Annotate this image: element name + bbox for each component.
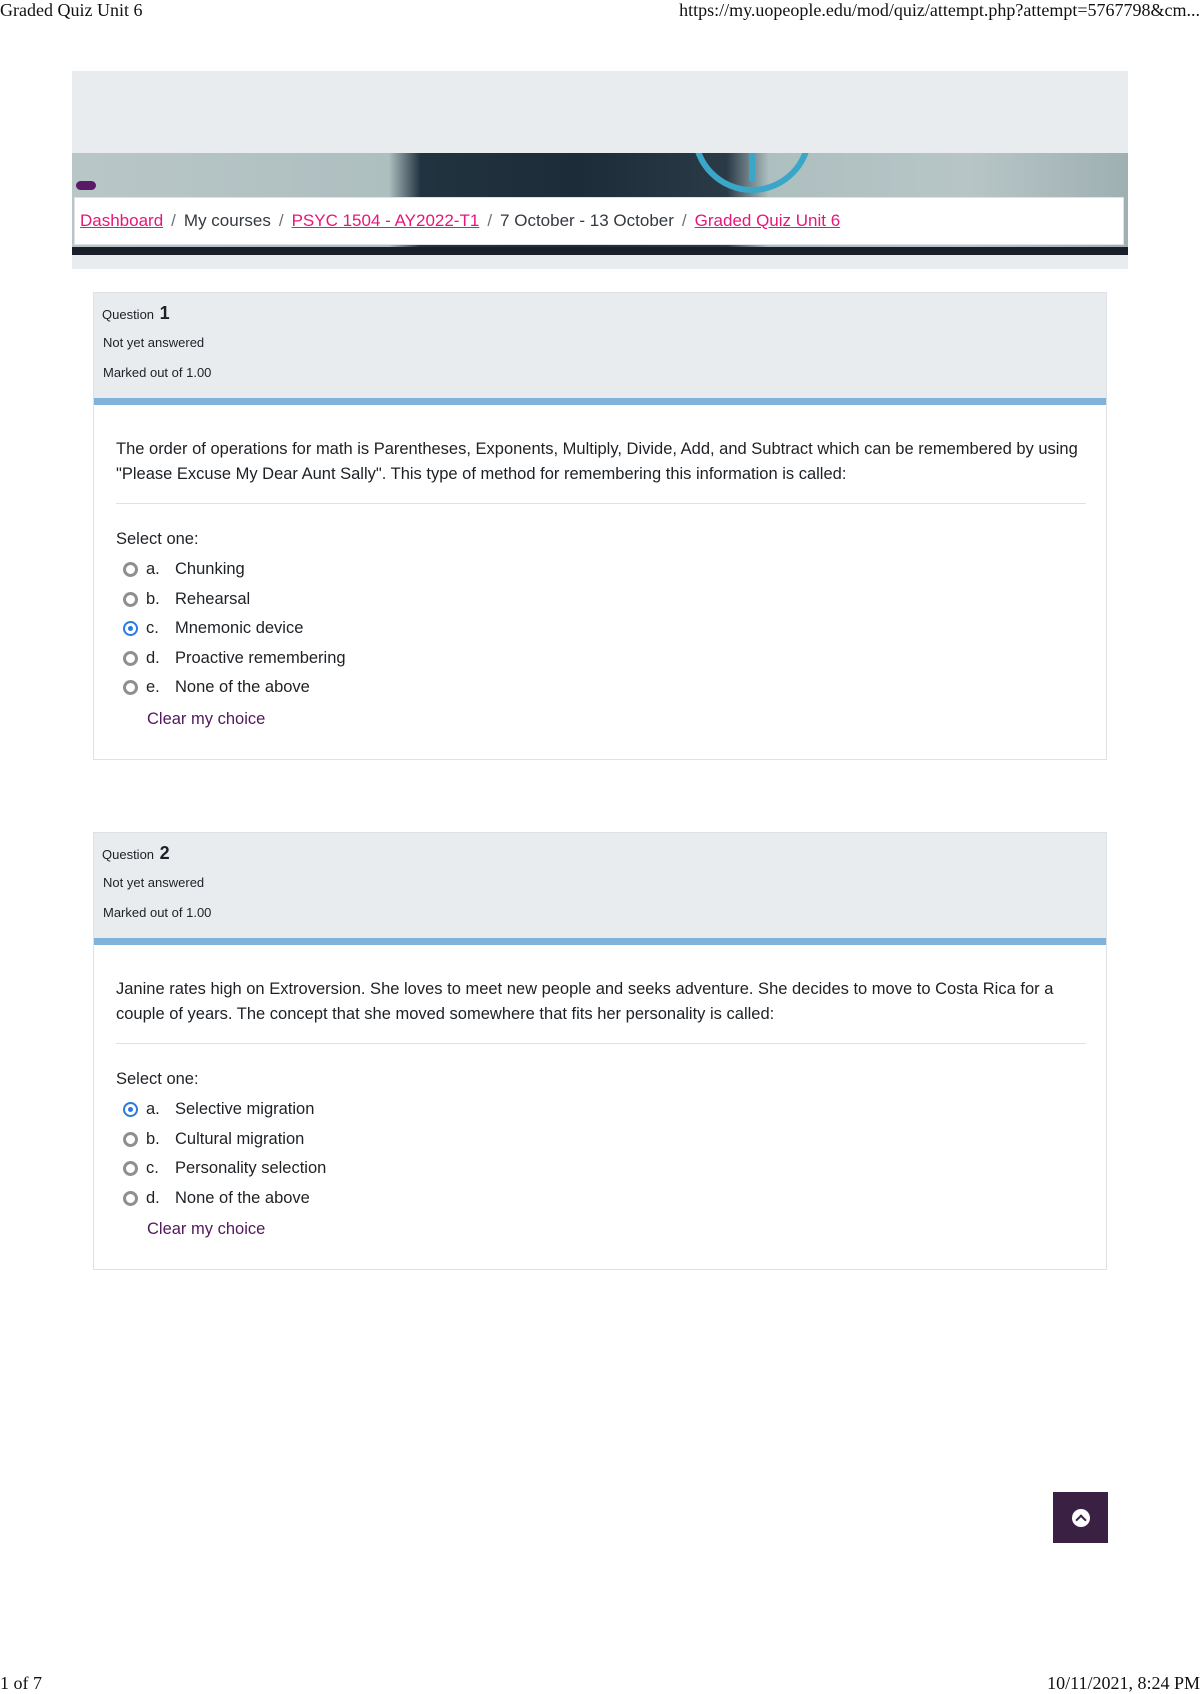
question-label: Question — [102, 847, 155, 862]
print-url: https://my.uopeople.edu/mod/quiz/attempt.php?attempt=5767798&cm... — [679, 0, 1200, 20]
print-page-number: 1 of 7 — [0, 1673, 42, 1693]
answer-option[interactable] — [116, 1154, 1086, 1184]
question-state: Not yet answered — [103, 875, 205, 890]
breadcrumb-separator: / — [681, 211, 687, 230]
radio-button[interactable] — [123, 592, 138, 607]
answer-option[interactable] — [116, 673, 1086, 703]
question-text: Janine rates high on Extroversion. She loves to meet new people and seeks adventure. She decides to move to Costa Rica for a couple of years. The concept that she moved somewhere that fits her personality is called: — [116, 977, 1086, 1044]
radio-button[interactable] — [123, 651, 138, 666]
select-prompt: Select one: — [116, 1070, 199, 1088]
answer-option[interactable] — [116, 555, 1086, 585]
answer-letter: a. — [146, 1100, 160, 1119]
question-state: Not yet answered — [103, 335, 205, 350]
clear-choice-link[interactable]: Clear my choice — [147, 1220, 266, 1238]
answer-option[interactable] — [116, 614, 1086, 644]
nav-drawer-toggle[interactable] — [76, 181, 96, 190]
breadcrumb-dashboard[interactable]: Dashboard — [80, 211, 164, 230]
answer-label[interactable]: Personality selection — [175, 1159, 327, 1178]
answer-letter: d. — [146, 648, 160, 667]
answer-label[interactable]: Rehearsal — [175, 589, 251, 608]
radio-button[interactable] — [123, 680, 138, 695]
breadcrumb-my-courses[interactable]: My courses — [183, 211, 271, 230]
answer-option[interactable] — [116, 644, 1086, 674]
answer-letter: b. — [146, 589, 160, 608]
banner-logo-stem — [749, 153, 755, 181]
answer-label[interactable]: Selective migration — [175, 1100, 315, 1119]
radio-button[interactable] — [123, 562, 138, 577]
question-info — [94, 293, 1106, 405]
arrow-up-circle-icon — [1072, 1509, 1090, 1527]
answer-label[interactable]: Chunking — [175, 560, 245, 579]
answer-label[interactable]: None of the above — [175, 678, 310, 697]
question-number — [102, 843, 170, 864]
radio-button[interactable] — [123, 1191, 138, 1206]
breadcrumb-quiz[interactable]: Graded Quiz Unit 6 — [694, 211, 841, 230]
answer-option[interactable] — [116, 1095, 1086, 1125]
answer-label[interactable]: Mnemonic device — [175, 619, 304, 638]
print-header — [0, 0, 1200, 28]
radio-button-selected[interactable] — [123, 621, 138, 636]
clear-choice-link[interactable]: Clear my choice — [147, 709, 266, 728]
radio-button[interactable] — [123, 1132, 138, 1147]
print-footer — [0, 1670, 1200, 1694]
question-label: Question — [102, 307, 155, 322]
question-2 — [93, 832, 1107, 1270]
breadcrumb-week[interactable]: 7 October - 13 October — [500, 211, 674, 230]
breadcrumb — [74, 197, 1124, 245]
answer-letter: c. — [146, 1159, 159, 1178]
answer-option[interactable] — [116, 585, 1086, 615]
breadcrumb-separator: / — [487, 211, 493, 230]
answer-label[interactable]: None of the above — [175, 1188, 310, 1207]
question-number-value: 2 — [159, 843, 170, 863]
answer-option[interactable] — [116, 1184, 1086, 1214]
answer-letter: a. — [146, 560, 160, 579]
answer-letter: b. — [146, 1129, 160, 1148]
answer-label[interactable]: Cultural migration — [175, 1129, 305, 1148]
question-content — [94, 945, 1106, 1269]
question-grade: Marked out of 1.00 — [103, 365, 212, 380]
question-info — [94, 833, 1106, 945]
answer-letter: c. — [146, 619, 159, 638]
breadcrumb-separator: / — [171, 211, 176, 230]
answer-letter: e. — [146, 678, 160, 697]
breadcrumb-separator: / — [278, 211, 284, 230]
question-number-value: 1 — [159, 303, 170, 323]
question-number — [102, 303, 170, 324]
print-title: Graded Quiz Unit 6 — [0, 0, 143, 20]
page-header — [72, 71, 1128, 269]
print-datetime: 10/11/2021, 8:24 PM — [1047, 1673, 1200, 1693]
select-prompt: Select one: — [116, 530, 199, 548]
question-content — [94, 405, 1106, 759]
question-grade: Marked out of 1.00 — [103, 905, 212, 920]
question-text: The order of operations for math is Parentheses, Exponents, Multiply, Divide, Add, and Subtract which can be remembered by using "Please Excuse My Dear Aunt Sally". This type of method for remembering this information is called: — [116, 437, 1086, 504]
question-1 — [93, 292, 1107, 760]
back-to-top-button[interactable] — [1053, 1492, 1108, 1543]
radio-button[interactable] — [123, 1161, 138, 1176]
breadcrumb-course[interactable]: PSYC 1504 - AY2022-T1 — [291, 211, 480, 230]
answer-letter: d. — [146, 1188, 160, 1207]
answer-label[interactable]: Proactive remembering — [175, 648, 346, 667]
banner-band — [72, 247, 1128, 255]
radio-button-selected[interactable] — [123, 1102, 138, 1117]
answer-option[interactable] — [116, 1125, 1086, 1155]
